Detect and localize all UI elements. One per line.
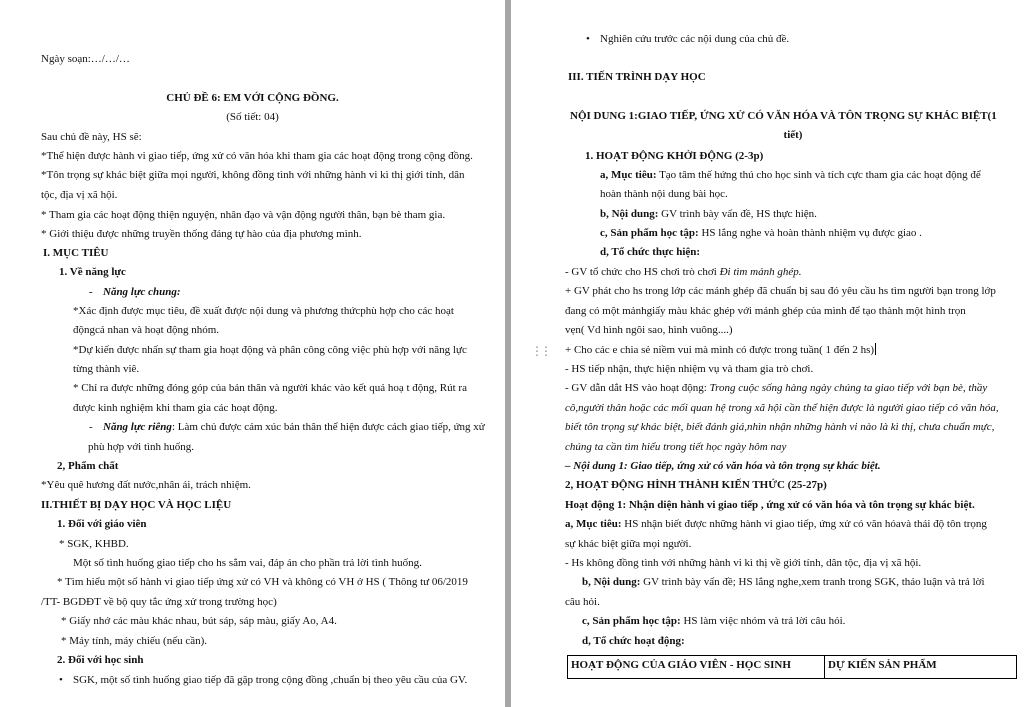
content-heading: NỘI DUNG 1:GIAO TIẾP, ỨNG XỬ CÓ VĂN HÓA VÀ TÔN TRỌNG SỰ KHÁC BIỆT(1	[570, 110, 997, 122]
objective-line: * Tham gia các hoạt động thiện nguyện, nhân đạo và vận động người thân, bạn bè tham gia.	[41, 209, 446, 221]
a1-goal-text: Tạo tâm thế hứng thú cho học sinh và tích cực tham gia các hoạt động để	[656, 169, 981, 181]
competence-line: được kinh nghiệm khi tham gia các hoạt động.	[73, 402, 278, 414]
subsection-heading: 1. Đối với giáo viên	[57, 518, 147, 530]
a2-product	[582, 614, 845, 628]
objective-line: *Tôn trọng sự khác biệt giữa mọi người, không đồng tình với những hành vi kì thị giới tính, dân	[41, 169, 465, 181]
a1-product-label: c, Sản phẩm học tập:	[600, 227, 699, 239]
a1-line	[565, 265, 801, 279]
a1-line: + GV phát cho hs trong lớp các mảnh ghép đã chuẩn bị sau đó yêu cầu hs tìm người bạn trong lớp	[565, 285, 996, 297]
specific-competence	[103, 420, 485, 434]
section-heading: III. TIẾN TRÌNH DẠY HỌC	[568, 71, 706, 83]
activity-heading: 2, HOẠT ĐỘNG HÌNH THÀNH KIẾN THỨC (25-27p)	[565, 479, 827, 491]
competence-line: từng thành viê.	[73, 363, 140, 375]
a2-org-label: d, Tổ chức hoạt động:	[582, 635, 685, 647]
table-header-cell[interactable]: DỰ KIẾN SẢN PHẨM	[825, 656, 1017, 679]
specific-competence-label: Năng lực riêng	[103, 421, 172, 433]
a2-goal-text: HS nhận biết được những hành vi giao tiếp, ứng xử có văn hóavà thái độ tôn trọng	[621, 518, 987, 530]
game-name: Đi tìm mảnh ghép.	[719, 266, 802, 278]
a1-goal-label: a, Mục tiêu:	[600, 169, 657, 181]
lead-italic: biết tôn trọng sự khác biệt, biết đánh giá,nhìn nhận những hành vi nào là kì thị, chưa chuẩn mực,	[565, 421, 995, 433]
competence-line: *Xác định được mục tiêu, đề xuất được nội dung và phương thứcphù hợp cho các hoạt	[73, 305, 454, 317]
objective-line: tộc, địa vị xã hội.	[41, 189, 118, 201]
teacher-line: * SGK, KHBD.	[59, 538, 129, 550]
text-cursor	[875, 343, 876, 355]
a1-line-text: + Cho các e chia sẻ niềm vui mà mình có được trong tuần( 1 đến 2 hs)	[565, 344, 875, 356]
intro-line: Sau chủ đề này, HS sẽ:	[41, 131, 142, 143]
date-line: Ngày soạn:…/…/…	[41, 53, 130, 65]
subsection-heading: 2, Phẩm chất	[57, 460, 119, 472]
teacher-line: * Giấy nhớ các màu khác nhau, bút sáp, sáp màu, giấy Ao, A4.	[61, 615, 337, 627]
a2-content-line: câu hỏi.	[565, 596, 600, 608]
a2-content-label: b, Nội dung:	[582, 576, 641, 588]
a1-line: đang có một mảnhgiấy màu khác ghép với mảnh ghép của mình để tạo thành một hình trọn	[565, 305, 966, 317]
a1-product	[600, 226, 922, 240]
content-heading-cont	[511, 128, 1035, 142]
a2-goal-label: a, Mục tiêu:	[565, 518, 622, 530]
a1-lead-line	[565, 381, 987, 395]
objective-line: *Thể hiện được hành vi giao tiếp, ứng xử có văn hóa khi tham gia các hoạt động trong cộng đồng.	[41, 150, 473, 162]
teacher-line: * Tìm hiểu một số hành vi giao tiếp ứng xử có VH và không có VH ở HS ( Thông tư 06/2019	[57, 576, 468, 588]
section-heading: II.THIẾT BỊ DẠY HỌC VÀ HỌC LIỆU	[41, 499, 232, 511]
teacher-line: /TT- BGDĐT về bộ quy tắc ứng xử trong trường học)	[41, 596, 277, 608]
drag-handle-icon[interactable]: ⋮⋮	[531, 344, 549, 358]
a1-goal	[600, 168, 981, 182]
periods-line: (Số tiết: 04)	[226, 111, 279, 123]
a1-content-text: GV trình bày vấn đề, HS thực hiện.	[658, 208, 817, 220]
lead-italic: Trong cuộc sống hàng ngày chúng ta giao tiếp với bạn bè, thầy	[709, 382, 988, 394]
general-competence-label: - Năng lực chung:	[103, 285, 181, 299]
section-heading: I. MỤC TIÊU	[43, 247, 109, 259]
virtue-line: *Yêu quê hương đất nước,nhân ái, trách nhiệm.	[41, 479, 251, 491]
teacher-line: * Máy tính, máy chiếu (nếu cần).	[61, 635, 208, 647]
page-title: CHỦ ĐỀ 6: EM VỚI CỘNG ĐỒNG.	[166, 92, 339, 104]
a2-goal-line: sự khác biệt giữa mọi người.	[565, 538, 692, 550]
a1-goal-line: hoàn thành nội dung bài học.	[600, 188, 728, 200]
teacher-line: Một số tình huống giao tiếp cho hs sắm vai, đáp án cho phần trả lời tình huống.	[73, 557, 422, 569]
a1-line: vẹn( Vd hình ngôi sao, hình vuông....)	[565, 324, 733, 336]
a2-content	[582, 575, 985, 589]
a2-goal-line: - Hs không đồng tình với những hành vi kì thị về giới tính, dân tộc, địa vị xã hội.	[565, 557, 922, 569]
objective-line: * Giới thiệu được những truyền thống đáng tự hào của địa phương mình.	[41, 228, 362, 240]
top-bullet: • Nghiên cứu trước các nội dung của chủ đề.	[600, 32, 789, 46]
a2-product-label: c, Sản phẩm học tập:	[582, 615, 681, 627]
document-page-right[interactable]	[511, 0, 1035, 707]
content-subheading: – Nội dung 1: Giao tiếp, ứng xử có văn hóa và tôn trọng sự khác biệt.	[565, 460, 881, 472]
lead-italic: chúng ta cần tìm hiểu trong tiết học ngày hôm nay	[565, 441, 787, 453]
specific-competence-text: : Làm chủ được cảm xúc bản thân thể hiện được cách giao tiếp, ứng xử	[171, 421, 485, 433]
subsection-heading: 1. Về năng lực	[59, 266, 126, 278]
a1-line-text: - GV dẫn dắt HS vào hoạt động:	[565, 382, 710, 394]
table-header-row	[568, 656, 1017, 679]
a1-line: - HS tiếp nhận, thực hiện nhiệm vụ và tham gia trò chơi.	[565, 363, 814, 375]
a1-product-text: HS lắng nghe và hoàn thành nhiệm vụ được giao .	[698, 227, 922, 239]
a2-product-text: HS làm việc nhóm và trả lời câu hỏi.	[680, 615, 846, 627]
content-heading-tail: tiết)	[783, 129, 803, 141]
a1-content	[600, 207, 817, 221]
lesson-plan-table[interactable]	[567, 655, 1017, 679]
subsection-heading: 2. Đối với học sinh	[57, 654, 144, 666]
competence-line: * Chỉ ra được những đóng góp của bản thân và người khác vào kết quả hoạ t động, Rút ra	[73, 382, 467, 394]
activity-heading: 1. HOẠT ĐỘNG KHỞI ĐỘNG (2-3p)	[585, 150, 764, 162]
a1-content-label: b, Nội dung:	[600, 208, 659, 220]
lead-italic: cô,người thân hoặc các mối quan hệ trong xã hội cần thể hiện được là người giao tiếp có văn hóa,	[565, 402, 999, 414]
competence-line: độngcá nhan và hoạt động nhóm.	[73, 324, 220, 336]
student-bullet: • SGK, một số tình huống giao tiếp đã gặp trong cộng đồng ,chuẩn bị theo yêu cầu của GV.	[73, 673, 467, 687]
specific-competence-line: phù hợp với tình huống.	[88, 441, 195, 453]
a2-content-text: GV trình bày vấn đề; HS lắng nghe,xem tranh trong SGK, thảo luận và trả lời	[640, 576, 985, 588]
a1-line-with-cursor[interactable]	[565, 343, 876, 357]
a1-org-label: d, Tổ chức thực hiện:	[600, 246, 701, 258]
a2-goal	[565, 517, 987, 531]
document-page-left[interactable]	[0, 0, 505, 707]
table-header-cell[interactable]: HOẠT ĐỘNG CỦA GIÁO VIÊN - HỌC SINH	[568, 656, 825, 679]
a1-line-text: - GV tổ chức cho HS chơi trò chơi	[565, 266, 720, 278]
competence-line: *Dự kiến được nhấn sự tham gia hoạt động và phân công công việc phù hợp với năng lực	[73, 344, 467, 356]
sub-activity-heading: Hoạt động 1: Nhận diện hành vi giao tiếp , ứng xử có văn hóa và tôn trọng sự khác biệt.	[565, 499, 975, 511]
